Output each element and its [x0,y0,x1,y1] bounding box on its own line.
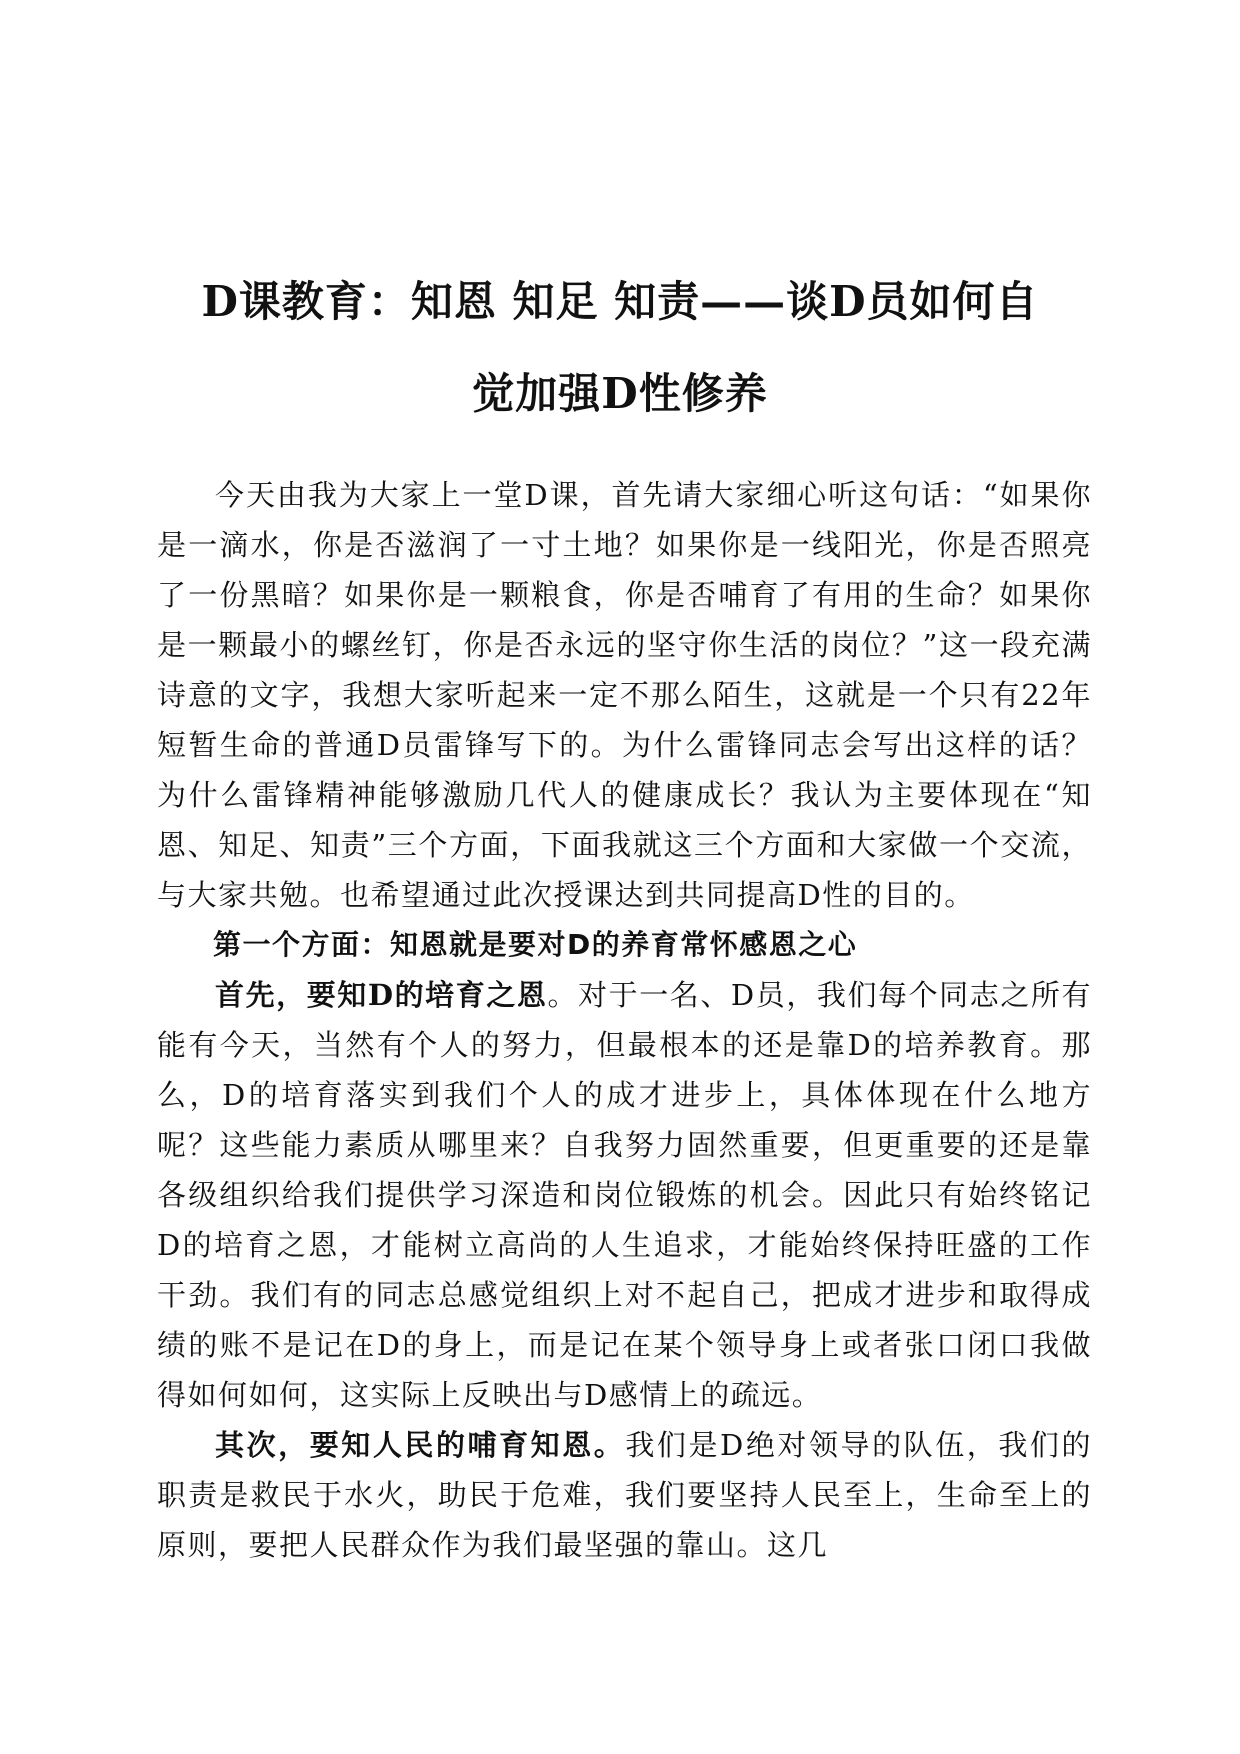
title-line-2: 觉加强D性修养 [472,369,768,419]
section-heading: 第一个方面：知恩就是要对D的养育常怀感恩之心 [213,928,858,961]
document-body [157,470,1092,1570]
paragraph-lead: 首先，要知D的培育之恩 [215,978,548,1012]
paragraph-gratitude-party [157,970,1092,1420]
paragraph-lead: 其次，要知人民的哺育知恩。 [215,1428,626,1462]
paragraph-text: 我们是D绝对领导的队伍，我们的职责是救民于水火，助民于危难，我们要坚持人民至上，生命至上的原则，要把人民群众作为我们最坚强的靠山。这几 [157,1428,1092,1562]
document-title [150,256,1090,440]
title-line-1: D课教育：知恩 知足 知责——谈D员如何自 [201,277,1039,327]
paragraph-gratitude-people [157,1420,1092,1570]
paragraph-text: 。对于一名、D员，我们每个同志之所有能有今天，当然有个人的努力，但最根本的还是靠D的培养教育。那么，D的培育落实到我们个人的成才进步上，具体体现在什么地方呢？这些能力素质从哪里来？自我努力固然重要，但更重要的还是靠各级组织给我们提供学习深造和岗位锻炼的机会。因此只有始终铭记D的培育之恩，才能树立高尚的人生追求，才能始终保持旺盛的工作干劲。我们有的同志总感觉组织上对不起自己，把成才进步和取得成绩的账不是记在D的身上，而是记在某个领导身上或者张口闭口我做得如何如何，这实际上反映出与D感情上的疏远。 [157,978,1092,1412]
intro-paragraph: 今天由我为大家上一堂D课，首先请大家细心听这句话：“如果你是一滴水，你是否滋润了一寸土地？如果你是一线阳光，你是否照亮了一份黑暗？如果你是一颗粮食，你是否哺育了有用的生命？如果你是一颗最小的螺丝钉，你是否永远的坚守你生活的岗位？”这一段充满诗意的文字，我想大家听起来一定不那么陌生，这就是一个只有22年短暂生命的普通D员雷锋写下的。为什么雷锋同志会写出这样的话？为什么雷锋精神能够激励几代人的健康成长？我认为主要体现在“知恩、知足、知责”三个方面，下面我就这三个方面和大家做一个交流，与大家共勉。也希望通过此次授课达到共同提高D性的目的。 [157,478,1092,912]
